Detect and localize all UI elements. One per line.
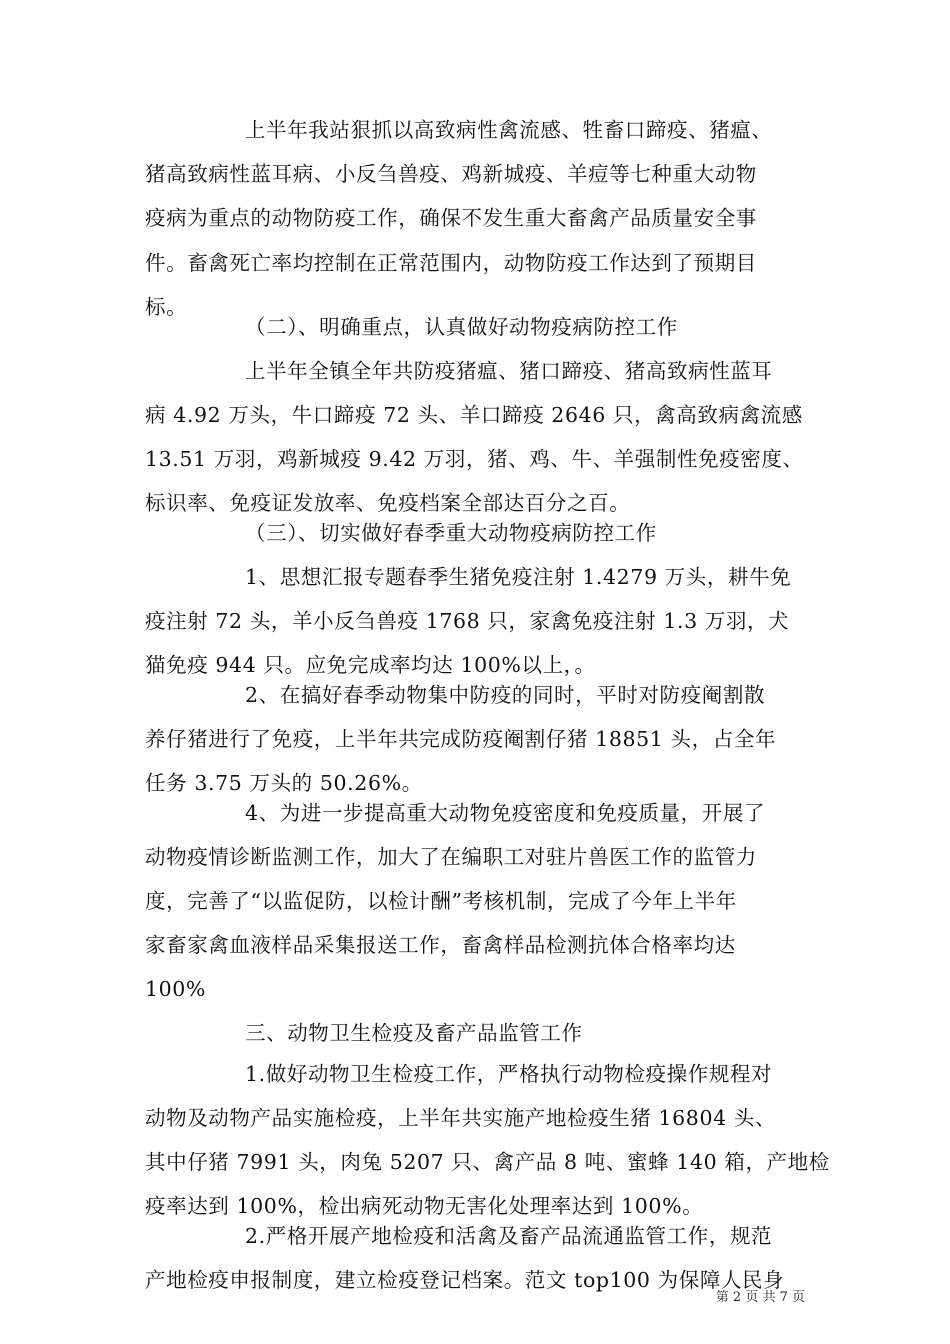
body-line: 疫率达到 100%，检出病死动物无害化处理率达到 100%。 [145,1194,704,1218]
body-line: 病 4.92 万头，牛口蹄疫 72 头、羊口蹄疫 2646 只，禽高致病禽流感 [145,403,803,427]
body-line: 1、思想汇报专题春季生猪免疫注射 1.4279 万头，耕牛免 [245,565,792,589]
section-heading: （三）、切实做好春季重大动物疫病防控工作 [245,521,657,545]
body-line: 13.51 万羽，鸡新城疫 9.42 万羽，猪、鸡、牛、羊强制性免疫密度、 [145,447,804,471]
body-line: 上半年我站狠抓以高致病性禽流感、牲畜口蹄疫、猪瘟、 [245,118,773,142]
body-line: 标识率、免疫证发放率、免疫档案全部达百分之百。 [145,491,631,515]
body-line: 动物疫情诊断监测工作，加大了在编职工对驻片兽医工作的监管力 [145,845,757,869]
body-line: 家畜家禽血液样品采集报送工作，畜禽样品检测抗体合格率均达 [145,933,736,957]
body-line: 标。 [145,295,188,319]
body-line: 产地检疫申报制度，建立检疫登记档案。范文 top100 为保障人民身 [145,1268,785,1292]
body-line: 猫免疫 944 只。应免完成率均达 100%以上，。 [145,653,596,677]
body-line: 1.做好动物卫生检疫工作，严格执行动物检疫操作规程对 [245,1062,773,1086]
body-line: 2、在搞好春季动物集中防疫的同时，平时对防疫阉割散 [245,683,766,707]
page-number-footer: 第 2 页 共 7 页 [715,1290,805,1305]
body-line: 度，完善了“以监促防，以检计酬”考核机制，完成了今年上半年 [145,889,737,913]
body-line: 2.严格开展产地检疫和活禽及畜产品流通监管工作，规范 [245,1224,773,1248]
section-heading: （二）、明确重点，认真做好动物疫病防控工作 [245,315,678,339]
body-line: 4、为进一步提高重大动物免疫密度和免疫质量，开展了 [245,801,766,825]
body-line: 其中仔猪 7991 头，肉兔 5207 只、禽产品 8 吨、蜜蜂 140 箱，产地检 [145,1150,830,1174]
body-line: 任务 3.75 万头的 50.26%。 [145,771,423,795]
body-line: 猪高致病性蓝耳病、小反刍兽疫、鸡新城疫、羊痘等七种重大动物 [145,162,757,186]
body-line: 100% [145,977,207,1001]
section-heading: 三、动物卫生检疫及畜产品监管工作 [245,1021,583,1045]
body-line: 养仔猪进行了免疫，上半年共完成防疫阉割仔猪 18851 头，占全年 [145,727,777,751]
body-line: 疫病为重点的动物防疫工作，确保不发生重大畜禽产品质量安全事 [145,206,757,230]
body-line: 疫注射 72 头，羊小反刍兽疫 1768 只，家禽免疫注射 1.3 万羽，犬 [145,609,790,633]
body-line: 上半年全镇全年共防疫猪瘟、猪口蹄疫、猪高致病性蓝耳 [245,359,773,383]
body-line: 动物及动物产品实施检疫，上半年共实施产地检疫生猪 16804 头、 [145,1106,777,1130]
body-line: 件。畜禽死亡率均控制在正常范围内，动物防疫工作达到了预期目 [145,251,757,275]
